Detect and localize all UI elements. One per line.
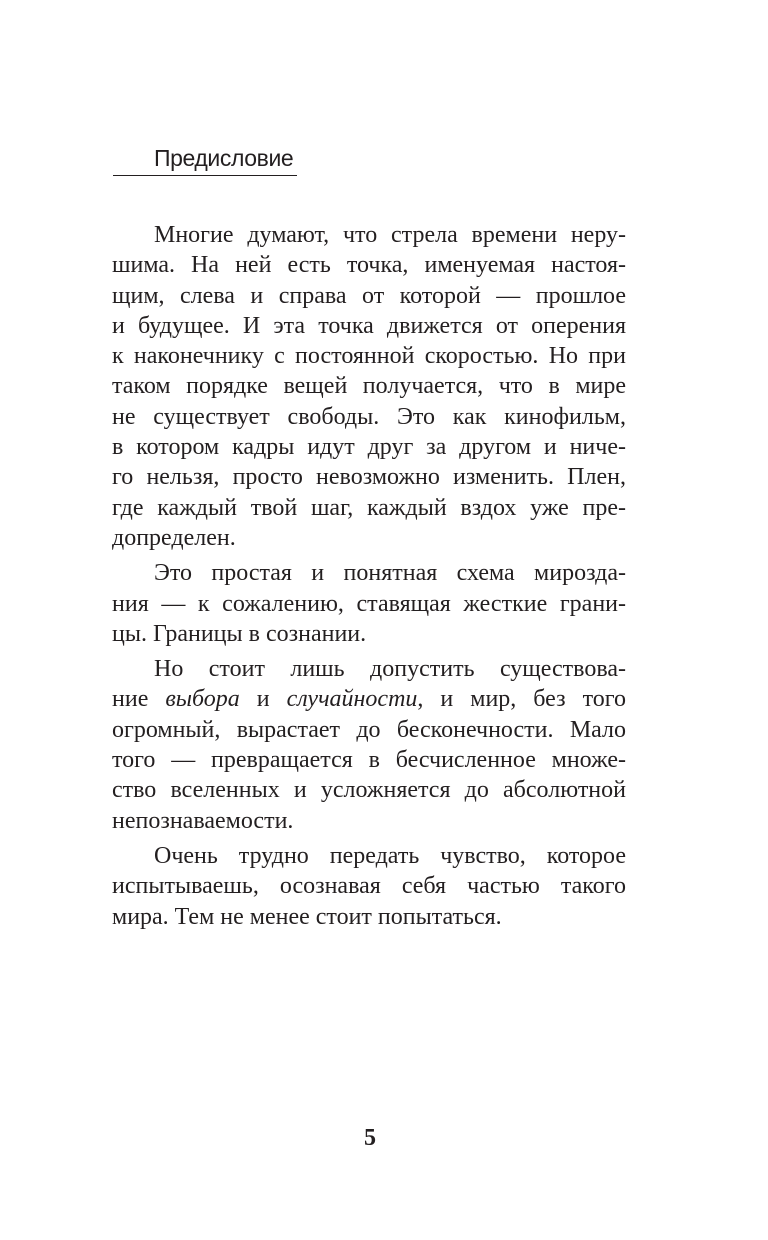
chapter-heading [113,144,297,176]
text-fragment: и [239,686,287,713]
text-line: шима. На ней есть точка, именуемая настоя- [112,252,626,279]
text-line: Многие думают, что стрела времени неру- [154,222,626,248]
paragraph-2 [112,558,626,649]
text-line: ния — к сожалению, ставящая жесткие грани- [112,590,626,617]
text-line: где каждый твой шаг, каждый вздох уже пре- [112,494,626,521]
text-line: и будущее. И эта точка движется от оперения [112,312,626,339]
page-number: 5 [364,1125,376,1151]
text-fragment: ние [112,686,166,713]
text-line: Это простая и понятная схема мирозда- [154,560,626,587]
text-line: Очень трудно передать чувство, которое [154,842,626,869]
text-line: ство вселенных и усложняется до абсолютной [112,777,626,804]
paragraph-1 [112,220,626,553]
text-line: мира. Тем не менее стоит попытаться. [112,903,502,930]
text-line: в котором кадры идут друг за другом и ниче- [112,434,626,461]
paragraph-3 [112,654,626,836]
text-line: Но стоит лишь допустить существова- [154,656,626,683]
text-line: не существует свободы. Это как кинофильм, [112,403,626,430]
text-line: к наконечнику с постоянной скоростью. Но при [112,343,626,370]
text-fragment: , и мир, без того [417,686,627,713]
text-line: цы. Границы в сознании. [112,620,367,647]
text-line: щим, слева и справа от которой — прошлое [112,282,626,309]
text-line: таком порядке вещей получается, что в мире [112,373,626,400]
emphasis-vybora: выбора [165,686,240,713]
text-line: того — превращается в бесчисленное множе- [112,747,626,774]
text-line: непознаваемости. [112,807,294,834]
chapter-title: Предисловие [154,145,294,171]
text-line: го нельзя, просто невозможно изменить. Плен, [112,464,626,491]
text-line: допределен. [112,524,236,551]
emphasis-sluchaynosti: случайности [286,686,418,713]
text-line-with-emphasis [112,684,626,714]
text-line: испытываешь, осознавая себя частью такого [112,873,626,900]
body-text [112,220,626,937]
text-line: огромный, вырастает до бесконечности. Мало [112,716,626,743]
paragraph-4 [112,841,626,932]
